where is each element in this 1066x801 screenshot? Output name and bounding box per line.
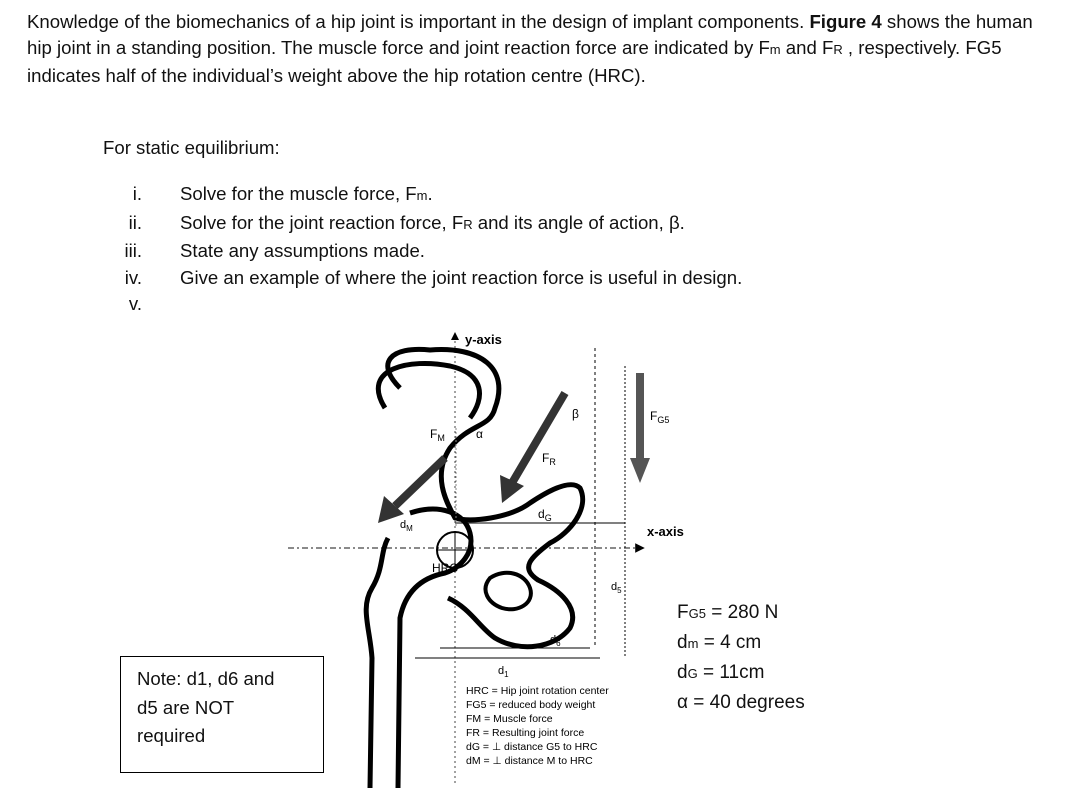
intro-text-3: and F: [780, 37, 834, 58]
question-item: [110, 181, 742, 210]
fr-label: $F_R$: [542, 451, 556, 467]
intro-text-1: Knowledge of the biomechanics of a hip joint is important in the design of implant components.: [27, 11, 810, 32]
value-alpha: α = 40 degrees: [677, 692, 805, 713]
pelvis-outline: [388, 349, 583, 646]
intro-text-2: shows the human hip joint in a standing position. The muscle force and joint reaction force are indicated by F: [27, 11, 1033, 58]
legend-line: FM = Muscle force: [466, 713, 553, 725]
hip-joint-figure: [280, 328, 700, 790]
legend-line: dM = ⊥ distance M to HRC: [466, 755, 593, 767]
y-axis-label: y-axis: [465, 332, 502, 347]
x-axis-label: x-axis: [647, 524, 684, 539]
question-subscript: m: [416, 188, 428, 203]
beta-label: β: [572, 407, 579, 421]
note-line: Note: d1, d6 and: [137, 668, 275, 689]
question-list: [110, 181, 742, 318]
fm-subscript: m: [769, 42, 781, 57]
question-number: i.: [132, 183, 142, 204]
question-text: Solve for the muscle force, F: [180, 183, 417, 204]
fm-label: $F_M$: [430, 427, 445, 443]
intro-paragraph: [27, 9, 1047, 89]
equilibrium-heading: For static equilibrium:: [103, 137, 280, 158]
fm-arrow: [395, 458, 445, 506]
d5-label: $d_5$: [611, 581, 622, 595]
question-text: Give an example of where the joint reaction force is useful in design.: [180, 266, 743, 288]
question-number: iii.: [124, 240, 142, 261]
question-number: iv.: [124, 266, 142, 288]
intro-text-4: , respectively. FG5 indicates half of the individual’s weight above the hip rotation centre (HRC).: [27, 37, 1002, 86]
figure-legend: [466, 685, 609, 767]
dm-label: $d_M$: [400, 519, 413, 533]
question-item: [110, 265, 742, 292]
fr-subscript: R: [833, 42, 843, 57]
iliac-crest: [378, 363, 479, 418]
fg5-arrowhead: [630, 458, 650, 483]
hrc-label: HRC: [432, 561, 458, 575]
question-item: [110, 238, 742, 265]
question-tail: and its angle of action, β.: [472, 211, 685, 233]
note-line: required: [137, 725, 206, 746]
value-dg: dG = 11cm: [677, 662, 765, 683]
note-line: d5 are NOT: [137, 696, 235, 718]
value-fg5: FG5 = 280 N: [677, 602, 779, 623]
alpha-label: α: [476, 427, 483, 441]
question-tail: .: [427, 183, 433, 204]
question-subscript: R: [463, 216, 473, 232]
obturator: [486, 573, 531, 610]
figure-reference: Figure 4: [809, 11, 882, 32]
legend-line: HRC = Hip joint rotation center: [466, 685, 609, 697]
question-text: State any assumptions made.: [180, 240, 425, 261]
question-number: ii.: [128, 211, 142, 233]
value-dm: dm = 4 cm: [677, 632, 762, 653]
question-number: v.: [128, 293, 142, 314]
fr-arrow: [512, 393, 565, 483]
d6-label: $d_6$: [550, 634, 561, 648]
d1-label: $d_1$: [498, 665, 509, 679]
question-item: [110, 210, 742, 239]
question-item: [110, 291, 742, 318]
fg5-label: $F_{G5}$: [650, 409, 670, 425]
dg-label: $d_G$: [538, 507, 552, 523]
legend-line: FG5 = reduced body weight: [466, 699, 596, 711]
legend-line: dG = ⊥ distance G5 to HRC: [466, 741, 598, 753]
legend-line: FR = Resulting joint force: [466, 727, 585, 739]
question-text: Solve for the joint reaction force, F: [180, 211, 464, 233]
